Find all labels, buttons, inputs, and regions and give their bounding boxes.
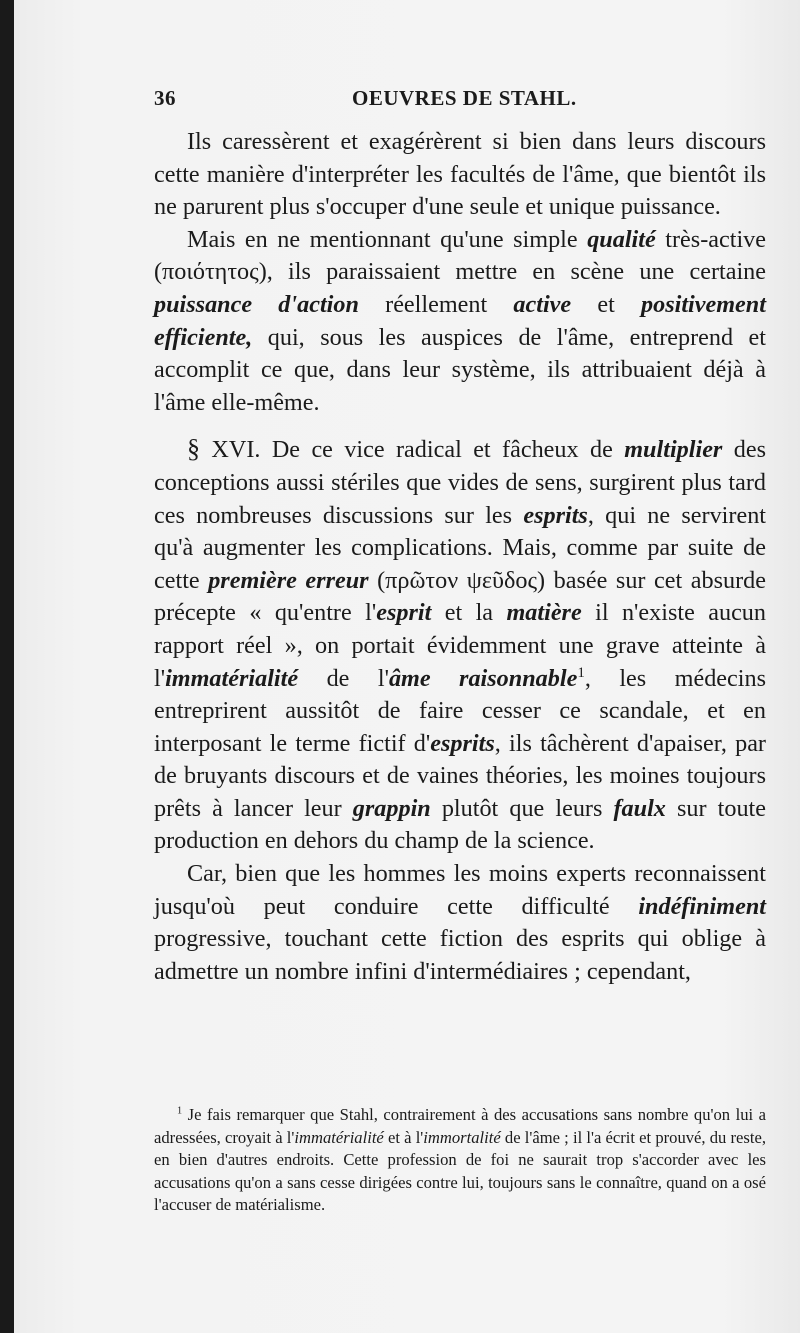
text-span: sur toute production en dehors du champ de la science. [154, 794, 766, 855]
text-span: et à l' [383, 1127, 424, 1147]
emphasis: esprits [430, 729, 495, 757]
text-span: et [571, 290, 642, 318]
emphasis: première erreur [208, 566, 369, 594]
emphasis: immatérialité [165, 664, 299, 692]
emphasis: grappin [352, 794, 431, 822]
running-title: OEUVRES DE STAHL. [352, 86, 577, 110]
emphasis: faulx [613, 794, 666, 822]
emphasis: multiplier [624, 436, 723, 464]
text-span: XVI. De ce vice radical et fâcheux de [200, 436, 625, 464]
text-span: et la [431, 599, 507, 627]
text-span: il n'existe aucun rapport réel », on portait évidemment une grave atteinte à l' [154, 599, 766, 692]
section-mark: § [187, 434, 200, 464]
text-span: progressive, touchant cette fiction des esprits qui oblige à admettre un nombre infini d'intermédiaires ; cependant, [154, 925, 766, 985]
footnote-area [154, 1104, 766, 1217]
emphasis: esprit [376, 599, 432, 627]
text-span: qui, sous les auspices de l'âme, entreprend et accomplit ce que, dans leur système, ils attribuaient déjà à l'âme elle-même. [154, 323, 766, 416]
emphasis: âme raisonnable [388, 664, 578, 692]
text-span: plutôt que leurs [430, 794, 614, 822]
footnote-marker: 1 [177, 1105, 183, 1117]
page-header [154, 86, 764, 120]
text-span: Car, bien que les hommes les moins experts reconnaissent jusqu'où peut conduire cette difficulté [154, 860, 766, 920]
emphasis: puissance d'action [154, 290, 359, 318]
footnote-reference[interactable]: 1 [577, 664, 585, 681]
body-text [154, 126, 766, 988]
text-span: réellement [358, 290, 514, 318]
emphasis: positivement efficiente, [154, 290, 766, 351]
paragraph-section-xvi [154, 433, 766, 858]
text-span: Mais en ne mentionnant qu'une simple [187, 225, 588, 253]
page-number: 36 [154, 86, 176, 110]
paragraph-1: Ils caressèrent et exagérèrent si bien dans leurs discours cette manière d'interpréter les facultés de l'âme, que bientôt ils ne parurent plus s'occuper d'une seule et unique puissance. [154, 128, 766, 221]
emphasis: qualité [587, 225, 656, 253]
emphasis: immortalité [423, 1127, 501, 1147]
text-span: de l' [298, 664, 389, 692]
text-span: , qui ne servirent qu'à augmenter les complications. Mais, comme par suite de cette [154, 501, 767, 594]
text-span: de l'âme ; il l'a écrit et prouvé, du reste, en bien d'autres endroits. Cette profession de foi ne saurait trop s'accorder avec les accusations qu'on a sans cesse dirigées contre lui, toujours sans le connaître, quand on a osé l'accuser de matérialisme. [154, 1127, 766, 1215]
text-span: très-active (ποιότητος), ils paraissaient mettre en scène une certaine [154, 225, 766, 286]
footnote-1 [154, 1104, 766, 1217]
emphasis: indéfiniment [638, 892, 766, 920]
paragraph-2 [154, 224, 766, 420]
text-span: , les médecins entreprirent aussitôt de faire cesser ce scandale, et en interposant le terme fictif d' [154, 664, 766, 757]
text-span: des conceptions aussi stériles que vides de sens, surgirent plus tard ces nombreuses discussions sur les [154, 436, 766, 529]
text-span: , ils tâchèrent d'apaiser, par de bruyants discours et de vaines théories, les moines toujours prêts à lancer leur [154, 729, 766, 822]
emphasis: esprits [523, 501, 588, 529]
emphasis: matière [506, 599, 582, 627]
book-page [14, 0, 800, 1333]
emphasis: active [513, 290, 572, 318]
text-span: Je fais remarquer que Stahl, contrairement à des accusations sans nombre qu'on lui a adressées, croyait à l' [154, 1105, 766, 1147]
text-span: (πρῶτον ψεῦδος) basée sur cet absurde précepte « qu'entre l' [154, 566, 766, 627]
paragraph-4 [154, 858, 766, 988]
emphasis: immatérialité [294, 1127, 384, 1147]
